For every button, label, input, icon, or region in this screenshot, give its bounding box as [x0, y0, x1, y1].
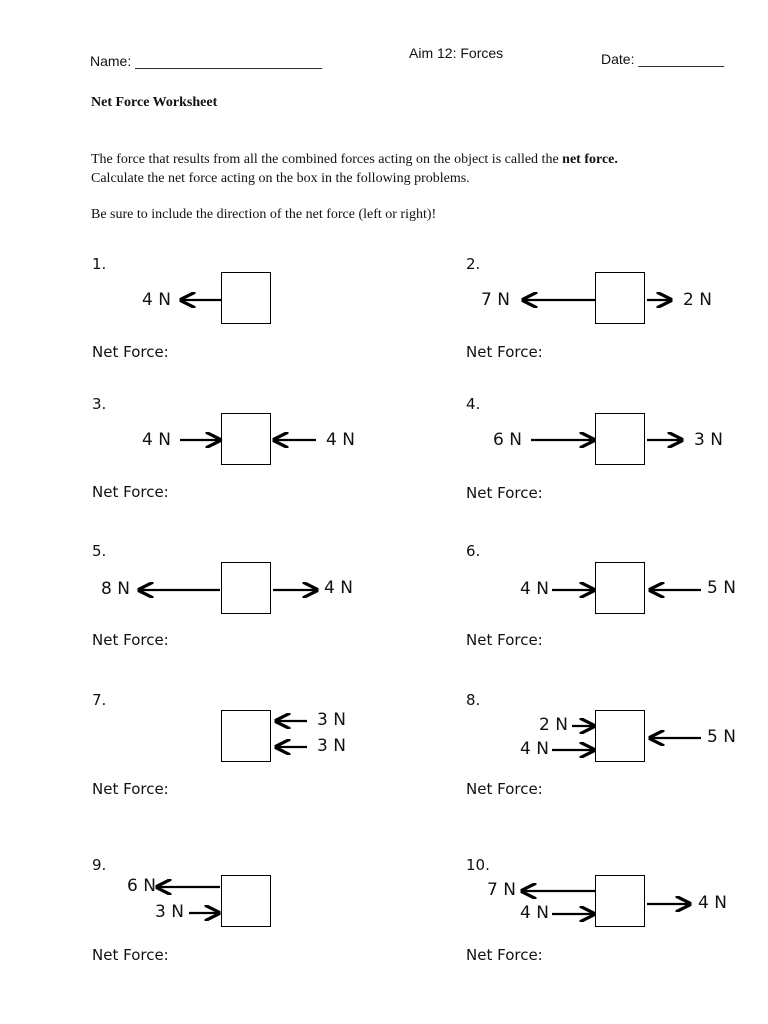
problem-2-net-force-label: Net Force: — [466, 343, 543, 361]
problem-9-number: 9. — [92, 856, 107, 874]
problem-7-force-2: 3 N — [317, 736, 346, 756]
problem-10-box — [595, 875, 645, 927]
problem-4-force-1: 6 N — [493, 430, 522, 450]
problem-2-force-1: 7 N — [481, 290, 510, 310]
problem-3-box — [221, 413, 271, 465]
problem-6-net-force-label: Net Force: — [466, 631, 543, 649]
problem-5-net-force-label: Net Force: — [92, 631, 169, 649]
problem-4-number: 4. — [466, 395, 481, 413]
problem-1-net-force-label: Net Force: — [92, 343, 169, 361]
problem-3-force-1: 4 N — [142, 430, 171, 450]
problem-3-force-2: 4 N — [326, 430, 355, 450]
worksheet-title: Net Force Worksheet — [91, 95, 218, 110]
problem-10-number: 10. — [466, 856, 490, 874]
problem-8-force-2: 4 N — [520, 739, 549, 759]
aim-title: Aim 12: Forces — [409, 45, 504, 61]
problem-10-force-3: 4 N — [698, 893, 727, 913]
problem-4-force-2: 3 N — [694, 430, 723, 450]
intro-text-end: Calculate the net force acting on the box in the following problems. — [91, 171, 470, 186]
problem-6-force-1: 4 N — [520, 579, 549, 599]
problem-5-box — [221, 562, 271, 614]
problem-7-number: 7. — [92, 691, 107, 709]
problem-1-number: 1. — [92, 255, 107, 273]
intro-paragraph — [91, 150, 671, 188]
problem-7-force-1: 3 N — [317, 710, 346, 730]
problem-9-box — [221, 875, 271, 927]
name-field-label: Name: ________________________ — [90, 53, 322, 69]
problem-5-number: 5. — [92, 542, 107, 560]
problem-8-number: 8. — [466, 691, 481, 709]
intro-bold-term: net force. — [562, 152, 618, 167]
problem-6-number: 6. — [466, 542, 481, 560]
problem-5-force-2: 4 N — [324, 578, 353, 598]
problem-8-box — [595, 710, 645, 762]
instruction-text: Be sure to include the direction of the net force (left or right)! — [91, 207, 437, 222]
problem-10-force-2: 4 N — [520, 903, 549, 923]
problem-9-force-1: 6 N — [127, 876, 156, 896]
problem-1-force-1: 4 N — [142, 290, 171, 310]
problem-3-number: 3. — [92, 395, 107, 413]
problem-2-number: 2. — [466, 255, 481, 273]
problem-10-force-1: 7 N — [487, 880, 516, 900]
problem-8-force-1: 2 N — [539, 715, 568, 735]
problem-4-net-force-label: Net Force: — [466, 484, 543, 502]
problem-7-box — [221, 710, 271, 762]
problem-5-force-1: 8 N — [101, 579, 130, 599]
problem-6-force-2: 5 N — [707, 578, 736, 598]
problem-8-net-force-label: Net Force: — [466, 780, 543, 798]
problem-9-force-2: 3 N — [155, 902, 184, 922]
problem-4-box — [595, 413, 645, 465]
intro-text-start: The force that results from all the combined forces acting on the object is called the — [91, 152, 563, 167]
problem-3-net-force-label: Net Force: — [92, 483, 169, 501]
problem-10-net-force-label: Net Force: — [466, 946, 543, 964]
problem-1-box — [221, 272, 271, 324]
date-field-label: Date: ___________ — [601, 51, 724, 67]
problem-2-force-2: 2 N — [683, 290, 712, 310]
problem-7-net-force-label: Net Force: — [92, 780, 169, 798]
problem-6-box — [595, 562, 645, 614]
problem-8-force-3: 5 N — [707, 727, 736, 747]
problem-9-net-force-label: Net Force: — [92, 946, 169, 964]
problem-2-box — [595, 272, 645, 324]
